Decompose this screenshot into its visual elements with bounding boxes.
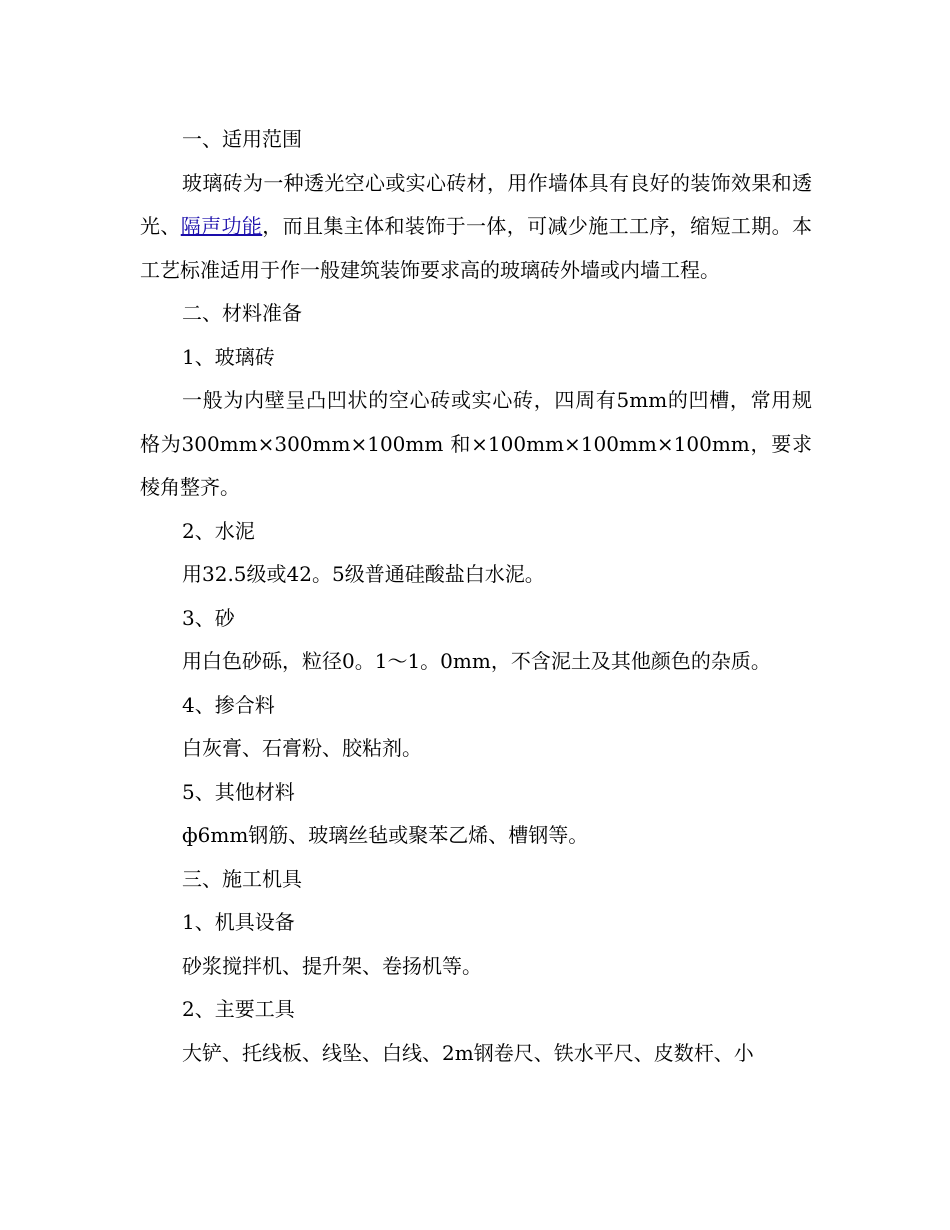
- section-heading-tools: 三、施工机具: [182, 866, 302, 891]
- cement-paragraph: 用32.5级或42。5级普通硅酸盐白水泥。: [182, 562, 545, 586]
- item-heading-admixture: 4、掺合料: [182, 692, 275, 717]
- document-body: [140, 118, 812, 1075]
- section-heading-materials: 二、材料准备: [182, 301, 302, 325]
- section-heading-scope: 一、适用范围: [182, 127, 302, 151]
- equipment-paragraph: 砂浆搅拌机、提升架、卷扬机等。: [182, 953, 482, 978]
- scope-paragraph: [140, 162, 812, 293]
- admixture-paragraph: 白灰膏、石膏粉、胶粘剂。: [182, 736, 422, 760]
- glass-brick-paragraph: 一般为内壁呈凸凹状的空心砖或实心砖，四周有5mm的凹槽，常用规格为300mm×300mm×100mm 和×100mm×100mm×100mm，要求棱角整齐。: [140, 388, 812, 499]
- main-tools-paragraph: 大铲、托线板、线坠、白线、2m钢卷尺、铁水平尺、皮数杆、小: [182, 1040, 754, 1065]
- soundproof-function-link[interactable]: 隔声功能: [180, 214, 263, 238]
- sub-heading-equipment: 1、机具设备: [182, 910, 295, 934]
- scope-text-part-2: ，而且集主体和装饰于一体，可减少施工工序，缩短工期。本工艺标准适用于作一般建筑装饰要求高的玻璃砖外墙或内墙工程。: [140, 214, 812, 282]
- sub-heading-main-tools: 2、主要工具: [182, 997, 295, 1021]
- item-heading-cement: 2、水泥: [182, 518, 255, 543]
- item-heading-glass-brick: 1、玻璃砖: [182, 344, 275, 369]
- other-materials-paragraph: ф6mm钢筋、玻璃丝毡或聚苯乙烯、槽钢等。: [182, 823, 589, 847]
- sand-paragraph: 用白色砂砾，粒径0。1～1。0mm，不含泥土及其他颜色的杂质。: [182, 649, 771, 673]
- item-heading-other-materials: 5、其他材料: [182, 779, 295, 804]
- scope-text-part-1: 玻璃砖为一种透光空心或实心砖材，用作墙体具有良好的装饰效果和透光、: [140, 170, 812, 238]
- item-heading-sand: 3、砂: [182, 605, 235, 630]
